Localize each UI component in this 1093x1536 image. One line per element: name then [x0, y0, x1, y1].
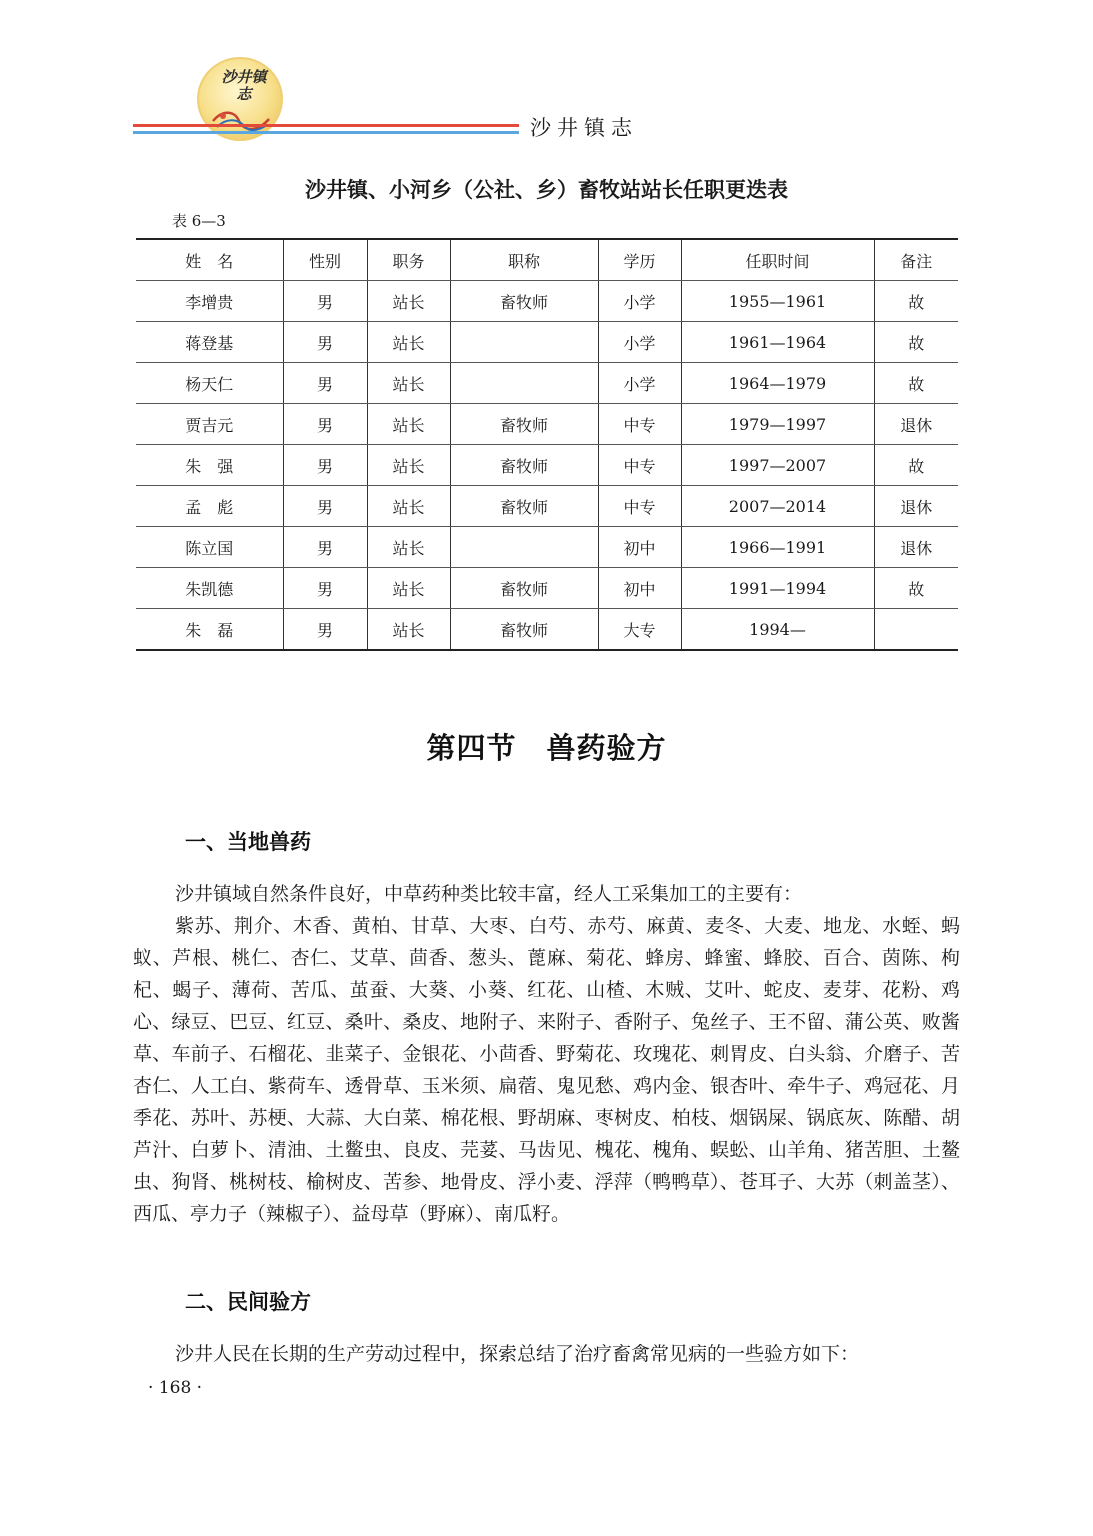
table-cell: 畜牧师 [450, 609, 598, 651]
table-cell [450, 363, 598, 404]
table-cell: 畜牧师 [450, 281, 598, 322]
column-header: 性别 [283, 239, 367, 281]
table-cell: 男 [283, 281, 367, 322]
table-cell: 1966—1991 [681, 527, 874, 568]
table-cell: 男 [283, 445, 367, 486]
table-cell: 男 [283, 486, 367, 527]
table-cell [874, 609, 958, 651]
table-cell: 男 [283, 363, 367, 404]
table-cell: 1979—1997 [681, 404, 874, 445]
table-cell: 杨天仁 [136, 363, 283, 404]
station-chief-table [136, 238, 958, 651]
table-cell: 中专 [598, 445, 681, 486]
table-cell: 初中 [598, 527, 681, 568]
table-cell: 畜牧师 [450, 568, 598, 609]
table-row [136, 363, 958, 404]
table-cell: 大专 [598, 609, 681, 651]
paragraph-herb-list: 紫苏、荆介、木香、黄柏、甘草、大枣、白芍、赤芍、麻黄、麦冬、大麦、地龙、水蛭、蚂蚁、芦根、桃仁、杏仁、艾草、茴香、葱头、蓖麻、菊花、蜂房、蜂蜜、蜂胶、百合、茵陈、枸杞、蝎子、薄荷、苦瓜、茧蚕、大葵、小葵、红花、山楂、木贼、艾叶、蛇皮、麦芽、花粉、鸡心、绿豆、巴豆、红豆、桑叶、桑皮、地附子、来附子、香附子、兔丝子、王不留、蒲公英、败酱草、车前子、石榴花、韭菜子、金银花、小茴香、野菊花、玫瑰花、刺胃皮、白头翁、介磨子、苦杏仁、人工白、紫荷车、透骨草、玉米须、扁蓿、鬼见愁、鸡内金、银杏叶、牵牛子、鸡冠花、月季花、苏叶、苏梗、大蒜、大白菜、棉花根、野胡麻、枣树皮、柏枝、烟锅屎、锅底灰、陈醋、胡芦汁、白萝卜、清油、土鳖虫、良皮、芫荽、马齿见、槐花、槐角、蜈蚣、山羊角、猪苦胆、土鳌虫、狗肾、桃树枝、榆树皮、苦参、地骨皮、浮小麦、浮萍（鸭鸭草）、苍耳子、大苏（刺盖茎）、西瓜、亭力子（辣椒子）、益母草（野麻）、南瓜籽。 [133, 915, 960, 1225]
table-cell: 退休 [874, 486, 958, 527]
running-title: 沙井镇志 [530, 116, 638, 140]
table-header-row [136, 239, 958, 281]
table-cell: 男 [283, 568, 367, 609]
column-header: 备注 [874, 239, 958, 281]
table-cell: 小学 [598, 363, 681, 404]
table-cell: 站长 [367, 363, 450, 404]
table-row [136, 322, 958, 363]
table-cell: 朱 磊 [136, 609, 283, 651]
table-cell: 站长 [367, 486, 450, 527]
table-row [136, 568, 958, 609]
header-rule-blue [133, 131, 519, 134]
table-cell: 1991—1994 [681, 568, 874, 609]
table-cell: 孟 彪 [136, 486, 283, 527]
table-cell: 站长 [367, 527, 450, 568]
table-cell: 男 [283, 527, 367, 568]
table-cell: 故 [874, 363, 958, 404]
table-row [136, 486, 958, 527]
table-cell: 1955—1961 [681, 281, 874, 322]
table-cell: 1997—2007 [681, 445, 874, 486]
table-cell: 中专 [598, 486, 681, 527]
table-cell [450, 322, 598, 363]
column-header: 职务 [367, 239, 450, 281]
table-cell: 小学 [598, 322, 681, 363]
table-cell: 1964—1979 [681, 363, 874, 404]
paragraph-remedies-intro: 沙井人民在长期的生产劳动过程中，探索总结了治疗畜禽常见病的一些验方如下： [175, 1343, 860, 1365]
table-row [136, 609, 958, 651]
column-header: 职称 [450, 239, 598, 281]
table-cell: 站长 [367, 609, 450, 651]
page-number: · 168 · [148, 1378, 203, 1398]
header-rule-red [133, 124, 519, 127]
table-cell: 1994— [681, 609, 874, 651]
table-code: 表 6—3 [172, 212, 226, 230]
table-cell: 站长 [367, 445, 450, 486]
table-cell: 故 [874, 322, 958, 363]
table-title: 沙井镇、小河乡（公社、乡）畜牧站站长任职更迭表 [305, 178, 788, 202]
logo-text: 沙井镇志 [221, 68, 267, 103]
table-cell: 2007—2014 [681, 486, 874, 527]
table-cell: 1961—1964 [681, 322, 874, 363]
table-cell: 故 [874, 568, 958, 609]
table-cell: 李增贵 [136, 281, 283, 322]
table-cell: 畜牧师 [450, 404, 598, 445]
table-row [136, 281, 958, 322]
table-cell [450, 527, 598, 568]
town-gazetteer-logo [197, 57, 283, 141]
table-cell: 男 [283, 404, 367, 445]
table-cell: 中专 [598, 404, 681, 445]
table-cell: 站长 [367, 322, 450, 363]
table-cell: 男 [283, 609, 367, 651]
section-title: 第四节 兽药验方 [426, 731, 667, 765]
subheading-local-medicines: 一、当地兽药 [185, 830, 311, 854]
page-header [0, 0, 1093, 150]
table-cell: 陈立国 [136, 527, 283, 568]
table-cell: 小学 [598, 281, 681, 322]
paragraph-intro: 沙井镇域自然条件良好，中草药种类比较丰富，经人工采集加工的主要有： [175, 883, 803, 905]
table-cell: 故 [874, 281, 958, 322]
table-cell: 站长 [367, 568, 450, 609]
table-cell: 男 [283, 322, 367, 363]
table-row [136, 404, 958, 445]
column-header: 姓 名 [136, 239, 283, 281]
table-cell: 退休 [874, 527, 958, 568]
table-cell: 站长 [367, 281, 450, 322]
table-cell: 站长 [367, 404, 450, 445]
table-cell: 朱 强 [136, 445, 283, 486]
table-cell: 退休 [874, 404, 958, 445]
table-cell: 畜牧师 [450, 445, 598, 486]
table-cell: 初中 [598, 568, 681, 609]
table-cell: 贾吉元 [136, 404, 283, 445]
table-row [136, 527, 958, 568]
table-cell: 蒋登基 [136, 322, 283, 363]
table-row [136, 445, 958, 486]
table-cell: 畜牧师 [450, 486, 598, 527]
table-cell: 朱凯德 [136, 568, 283, 609]
column-header: 任职时间 [681, 239, 874, 281]
table-cell: 故 [874, 445, 958, 486]
column-header: 学历 [598, 239, 681, 281]
subheading-folk-remedies: 二、民间验方 [185, 1290, 311, 1314]
